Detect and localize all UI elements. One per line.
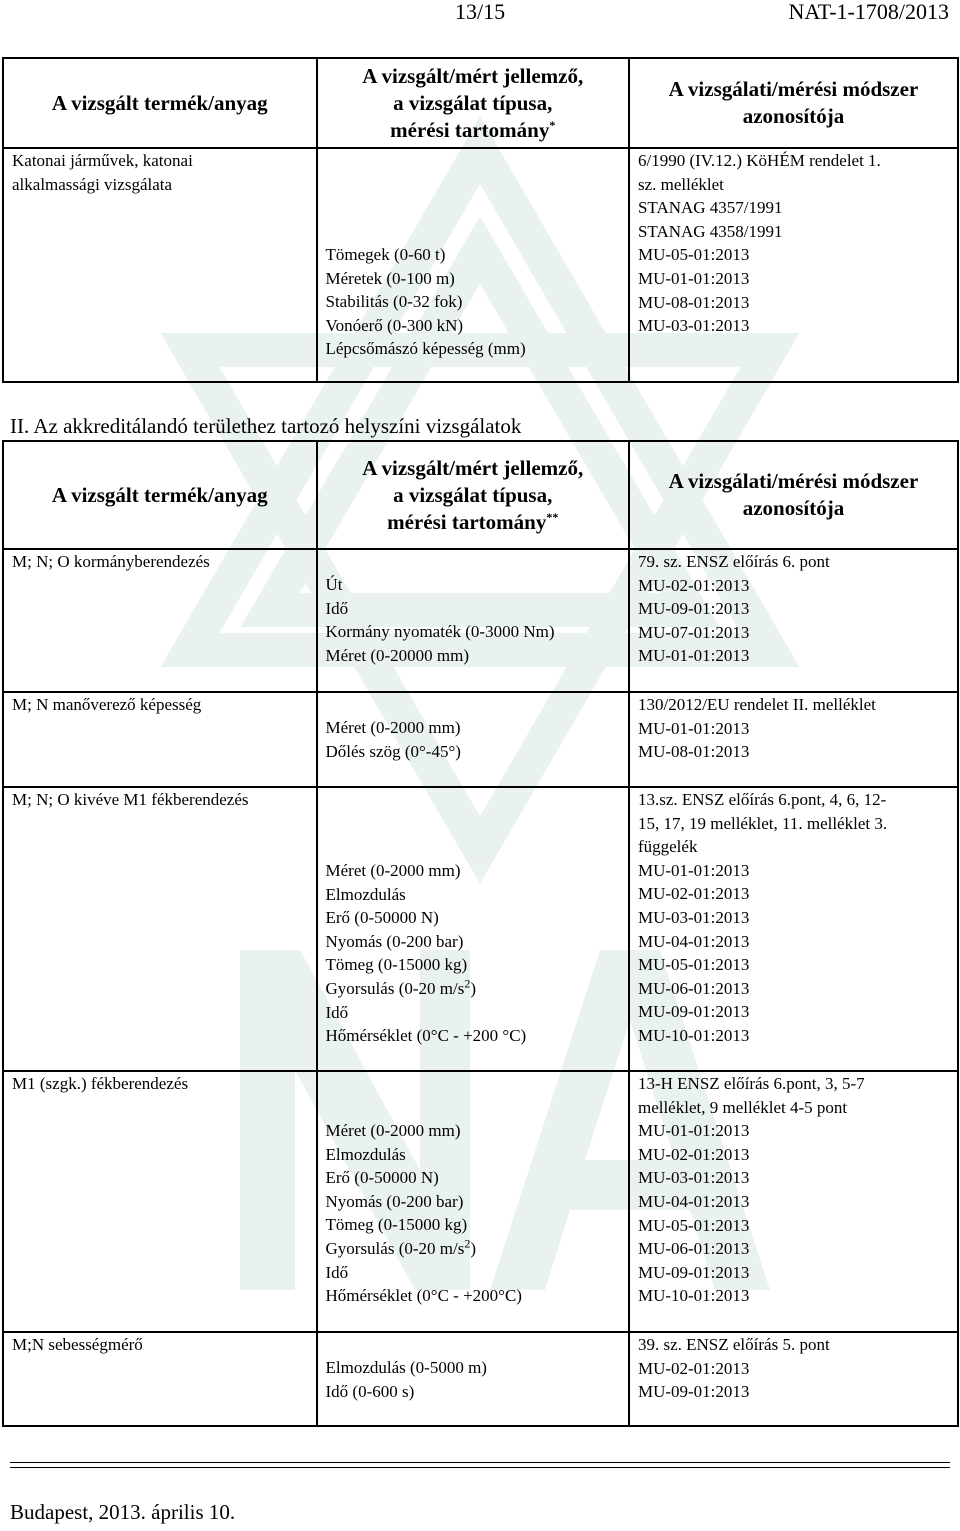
method-line: 13-H ENSZ előírás 6.pont, 3, 5-7	[637, 1074, 865, 1093]
product-cell	[3, 692, 317, 787]
section-title: II. Az akkreditálandó területhez tartozó helyszíni vizsgálatok	[10, 414, 522, 438]
footnote-marker: **	[546, 509, 559, 524]
method-line: függelék	[637, 837, 698, 857]
method-line: MU-05-01:2013	[637, 245, 750, 265]
method-line: MU-05-01:2013	[637, 1215, 750, 1235]
method-line: MU-02-01:2013	[637, 575, 750, 595]
product-cell	[3, 787, 317, 1071]
method-line: MU-09-01:2013	[637, 599, 750, 619]
method-line: MU-03-01:2013	[637, 316, 750, 336]
method-cell	[629, 148, 958, 382]
property-line: Idő	[325, 1002, 349, 1022]
property-line: Vonóerő (0-300 kN)	[325, 315, 464, 335]
property-cell	[317, 1071, 629, 1332]
method-line: MU-01-01:2013	[637, 646, 750, 666]
table-row	[3, 1332, 958, 1426]
property-line: Idő (0-600 s)	[325, 1381, 415, 1401]
method-line: MU-01-01:2013	[637, 1121, 750, 1141]
method-line: MU-03-01:2013	[637, 907, 750, 927]
method-cell	[629, 549, 958, 692]
property-line: Erő (0-50000 N)	[325, 1168, 439, 1188]
col-header-method-line1: A vizsgálati/mérési módszer	[668, 469, 919, 493]
col-header-product: A vizsgált termék/anyag	[3, 58, 317, 148]
col-header-method-line2: azonosítója	[742, 496, 845, 520]
table-row	[3, 692, 958, 787]
product-cell	[3, 1332, 317, 1426]
property-line: Nyomás (0-200 bar)	[325, 1191, 464, 1211]
method-line: melléklet, 9 melléklet 4-5 pont	[637, 1097, 848, 1117]
method-cell	[629, 787, 958, 1071]
accreditation-table-1	[2, 57, 959, 383]
property-cell	[317, 148, 629, 382]
property-line: Tömeg (0-15000 kg)	[325, 1215, 468, 1235]
accreditation-table-2	[2, 440, 959, 1427]
col-header-method	[629, 58, 958, 148]
method-line: MU-09-01:2013	[637, 1002, 750, 1022]
table-header-row	[3, 441, 958, 549]
property-line: Elmozdulás (0-5000 m)	[325, 1358, 487, 1377]
table-row	[3, 787, 958, 1071]
property-line: Idő	[325, 1262, 349, 1282]
document-id: NAT-1-1708/2013	[788, 0, 949, 24]
method-line: 39. sz. ENSZ előírás 5. pont	[637, 1335, 830, 1354]
property-line: Erő (0-50000 N)	[325, 908, 439, 928]
footnote-marker: *	[549, 117, 556, 132]
table-row	[3, 1071, 958, 1332]
product-line: M; N; O kivéve M1 fékberendezés	[12, 790, 249, 809]
col-header-property-line1: A vizsgált/mért jellemző,	[362, 63, 584, 88]
method-line: MU-08-01:2013	[637, 292, 750, 312]
product-cell	[3, 148, 317, 382]
method-line: MU-02-01:2013	[637, 1358, 750, 1378]
method-line: MU-01-01:2013	[637, 268, 750, 288]
method-line: MU-10-01:2013	[637, 1286, 750, 1306]
table-header-row	[3, 58, 958, 148]
property-line: Stabilitás (0-32 fok)	[325, 292, 463, 312]
product-line: M; N; O kormányberendezés	[12, 552, 210, 571]
property-line: Kormány nyomaték (0-3000 Nm)	[325, 622, 555, 642]
property-line: Gyorsulás (0-20 $m/s^2$)	[325, 976, 476, 998]
method-line: MU-06-01:2013	[637, 1239, 750, 1259]
product-line: M;N sebességmérő	[12, 1335, 143, 1354]
col-header-property-line2: a vizsgálat típusa,	[393, 90, 553, 115]
property-line: Tömegek (0-60 t)	[325, 245, 446, 264]
property-line: Nyomás (0-200 bar)	[325, 931, 464, 951]
table-row	[3, 148, 958, 382]
product-line: Katonai járművek, katonai	[12, 151, 193, 170]
method-line: 130/2012/EU rendelet II. melléklet	[637, 695, 876, 714]
footer-divider	[10, 1462, 950, 1463]
table-row	[3, 549, 958, 692]
property-line: Hőmérséklet (0°C - +200 °C)	[325, 1026, 527, 1046]
method-cell	[629, 1332, 958, 1426]
property-cell	[317, 549, 629, 692]
col-header-property-line2: a vizsgálat típusa,	[393, 482, 553, 507]
property-line: Elmozdulás	[325, 1144, 406, 1164]
method-cell	[629, 692, 958, 787]
method-line: MU-04-01:2013	[637, 1191, 750, 1211]
product-line: alkalmassági vizsgálata	[12, 174, 173, 194]
method-line: sz. melléklet	[637, 174, 724, 194]
method-line: MU-09-01:2013	[637, 1382, 750, 1402]
method-line: MU-07-01:2013	[637, 622, 750, 642]
property-cell	[317, 1332, 629, 1426]
property-line: Méret (0-2000 mm)	[325, 718, 461, 737]
page-number: 13/15	[455, 0, 506, 24]
property-cell	[317, 692, 629, 787]
property-line: Tömeg (0-15000 kg)	[325, 955, 468, 975]
property-line: Idő	[325, 598, 349, 618]
method-line: MU-01-01:2013	[637, 718, 750, 738]
property-line: Méretek (0-100 m)	[325, 268, 455, 288]
method-line: MU-09-01:2013	[637, 1262, 750, 1282]
method-line: STANAG 4357/1991	[637, 198, 783, 218]
method-line: STANAG 4358/1991	[637, 221, 783, 241]
property-line: Lépcsőmászó képesség (mm)	[325, 339, 526, 359]
product-line: M; N manőverező képesség	[12, 695, 202, 714]
col-header-property	[317, 58, 629, 148]
property-line: Méret (0-20000 mm)	[325, 645, 470, 665]
place-date: Budapest, 2013. április 10.	[10, 1500, 236, 1524]
product-cell	[3, 549, 317, 692]
method-line: 79. sz. ENSZ előírás 6. pont	[637, 552, 830, 571]
method-line: MU-01-01:2013	[637, 860, 750, 880]
method-line: MU-05-01:2013	[637, 955, 750, 975]
property-line: Gyorsulás (0-20 $m/s^2$)	[325, 1236, 476, 1258]
property-cell	[317, 787, 629, 1071]
col-header-property-line1: A vizsgált/mért jellemző,	[362, 455, 584, 480]
method-line: MU-02-01:2013	[637, 1144, 750, 1164]
method-line: MU-03-01:2013	[637, 1168, 750, 1188]
property-line: Dőlés szög (0°-45°)	[325, 741, 461, 761]
col-header-product: A vizsgált termék/anyag	[3, 441, 317, 549]
method-line: MU-08-01:2013	[637, 742, 750, 762]
method-line: 15, 17, 19 melléklet, 11. melléklet 3.	[637, 813, 888, 833]
product-cell	[3, 1071, 317, 1332]
method-line: MU-10-01:2013	[637, 1025, 750, 1045]
col-header-method-line2: azonosítója	[742, 104, 845, 128]
method-cell	[629, 1071, 958, 1332]
method-line: MU-06-01:2013	[637, 978, 750, 998]
col-header-method-line1: A vizsgálati/mérési módszer	[668, 77, 919, 101]
method-line: 13.sz. ENSZ előírás 6.pont, 4, 6, 12-	[637, 790, 887, 809]
col-header-method	[629, 441, 958, 549]
col-header-property-line3: mérési tartomány	[390, 117, 550, 142]
method-line: MU-04-01:2013	[637, 931, 750, 951]
col-header-property	[317, 441, 629, 549]
property-line: Méret (0-2000 mm)	[325, 861, 461, 880]
method-line: MU-02-01:2013	[637, 884, 750, 904]
product-line: M1 (szgk.) fékberendezés	[12, 1074, 189, 1093]
footer-divider	[10, 1467, 950, 1468]
property-line: Hőmérséklet (0°C - +200°C)	[325, 1286, 522, 1306]
method-line: 6/1990 (IV.12.) KöHÉM rendelet 1.	[637, 151, 881, 170]
property-line: Út	[325, 575, 343, 594]
property-line: Elmozdulás	[325, 884, 406, 904]
property-line: Méret (0-2000 mm)	[325, 1121, 461, 1140]
col-header-property-line3: mérési tartomány	[387, 509, 547, 534]
